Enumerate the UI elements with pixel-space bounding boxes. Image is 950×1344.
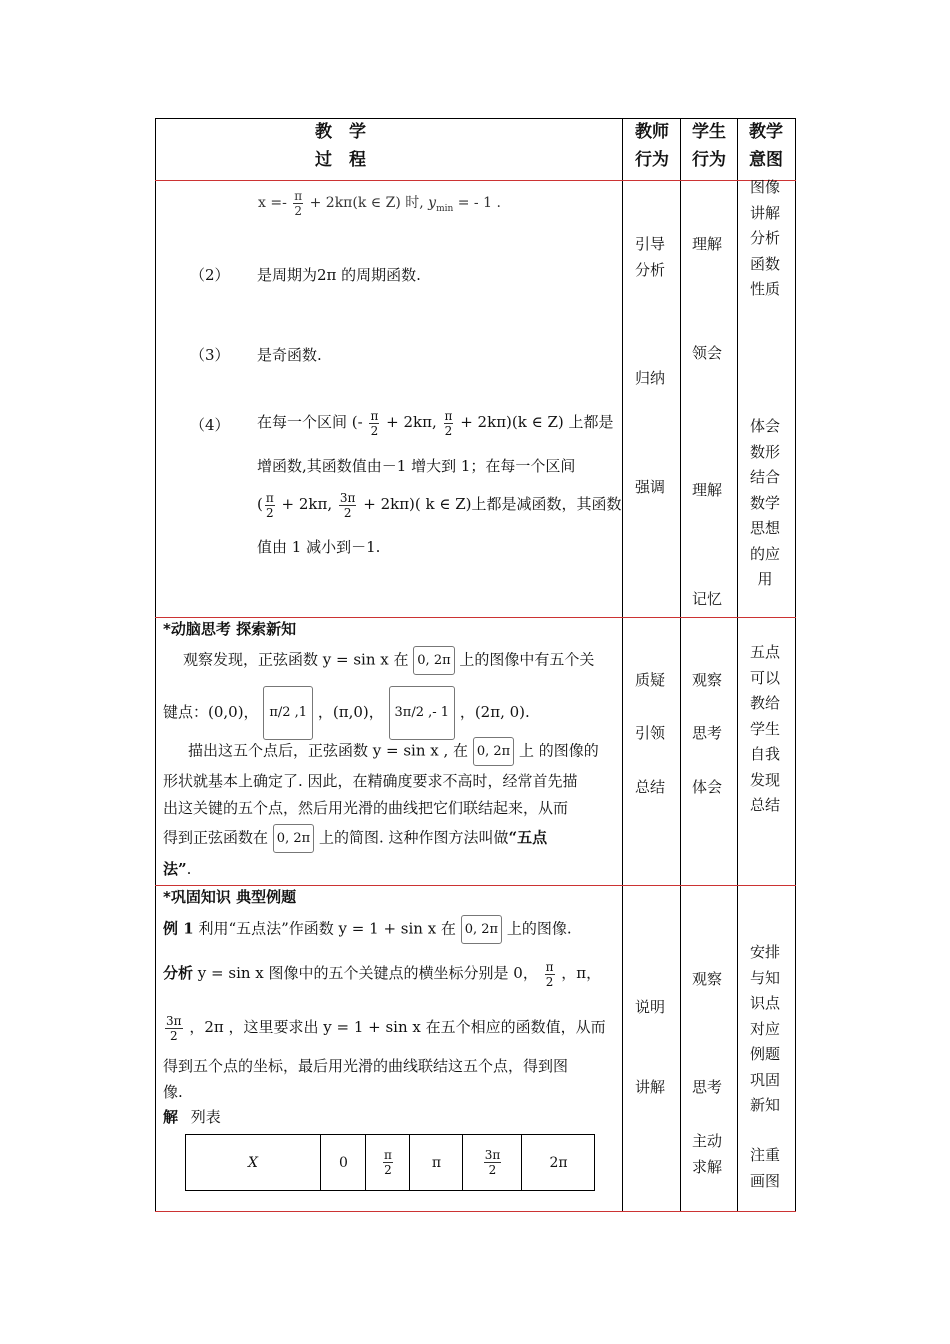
interval-0-2pi: 0, 2π — [273, 824, 314, 853]
lesson-plan-table — [155, 118, 796, 1212]
solution-label: 解 — [163, 1108, 179, 1126]
teacher-action-conclude: 总结 — [634, 778, 665, 796]
column-divider — [622, 118, 623, 1212]
student-action-understand: 理解 — [691, 481, 722, 499]
interval-0-2pi: 0, 2π — [461, 915, 502, 944]
fraction-pi-over-2: $\frac{\pi}{2}$ — [370, 408, 379, 438]
table-cell-x: X — [248, 1154, 258, 1171]
teacher-action-lecture: 讲解 — [634, 1078, 665, 1096]
point-3pi-over-2: 3π/2 ,- 1 — [389, 686, 456, 740]
example-label: 例 1 — [163, 919, 194, 938]
formula-min: min — [436, 203, 454, 214]
paragraph-key-points: 键点：(0,0)， π/2 ,1 ，(π,0)， 3π/2 ,- 1 ，(2π, 0). — [163, 686, 530, 740]
paragraph-plot: 描出这五个点后，正弦函数 y = sin x , 在 0, 2π 上 的图像的 — [188, 737, 599, 766]
item3-number: （3） — [190, 346, 230, 364]
fraction-pi-over-2: $\frac{\pi}{2}$ — [265, 490, 274, 520]
values-table — [185, 1134, 595, 1191]
solution-line: 解 列表 — [163, 1108, 221, 1126]
student-action-observe: 观察 — [691, 970, 722, 988]
fraction-3pi-over-2: $\frac{3\pi}{2}$ — [166, 1013, 182, 1043]
intent-examples: 安排与知识点对应例题巩固新知 — [749, 943, 780, 1114]
fraction-3pi-over-2: $\frac{3\pi}{2}$ — [339, 490, 356, 520]
section-title-examples: *巩固知识 典型例题 — [163, 888, 297, 906]
formula-prefix: x =- — [258, 195, 287, 211]
intent-five-point: 五点可以教给学生自我发现总结 — [749, 643, 780, 814]
student-action-solve: 主动求解 — [691, 1132, 722, 1176]
header-process-line2: 过 程 — [315, 150, 366, 170]
table-border-bottom — [155, 1211, 796, 1212]
student-action-memorize: 记忆 — [691, 590, 722, 608]
table-cell-0: 0 — [320, 1135, 366, 1190]
table-cell-3pi-over-2: $\frac{3\pi}{2}$ — [462, 1135, 522, 1190]
table-border-right — [795, 118, 796, 1212]
table-cell-2pi: 2π — [521, 1135, 595, 1190]
header-teacher-action: 教师行为 — [635, 122, 669, 170]
student-action-comprehend: 领会 — [691, 344, 722, 362]
column-divider — [680, 118, 681, 1212]
interval-0-2pi: 0, 2π — [473, 737, 514, 766]
paragraph-line: 得到正弦函数在 0, 2π 上的简图. 这种作图方法叫做“五点 — [163, 824, 547, 853]
example-1: 例 1 利用“五点法”作函数 y = 1 + sin x 在 0, 2π 上的图像. — [163, 915, 572, 944]
analysis-line3: 得到五个点的坐标，最后用光滑的曲线联结这五个点，得到图 — [163, 1057, 569, 1075]
teacher-action-question: 质疑 — [634, 671, 665, 689]
intent-graph-analysis: 图像讲解分析函数性质 — [749, 178, 780, 298]
item2-number: （2） — [190, 266, 230, 284]
formula-mid: + 2kπ(k ∈ Z) 时, — [309, 195, 424, 211]
header-process-line1: 教 学 — [315, 122, 366, 142]
student-action-observe: 观察 — [691, 671, 722, 689]
row-divider — [155, 180, 796, 181]
teacher-action-guide: 引导分析 — [634, 235, 665, 279]
fraction-pi-over-2: $\frac{\pi}{2}$ — [444, 408, 453, 438]
item4-number: （4） — [190, 416, 230, 434]
teacher-action-emphasize: 强调 — [634, 478, 665, 496]
table-cell-pi-over-2: $\frac{\pi}{2}$ — [365, 1135, 410, 1190]
student-action-understand: 理解 — [691, 235, 722, 253]
table-cell-pi: π — [409, 1135, 463, 1190]
paragraph-line: 形状就基本上确定了. 因此，在精确度要求不高时，经常首先描 — [163, 772, 578, 790]
formula-min-condition — [258, 186, 501, 226]
analysis-label: 分析 — [163, 964, 194, 982]
paragraph-line: 法”. — [163, 860, 192, 878]
formula-y: y — [428, 195, 437, 211]
item4-line2: 增函数,其函数值由－1 增大到 1；在每一个区间 — [257, 457, 576, 475]
formula-end: = - 1 . — [457, 195, 501, 211]
section-title-explore: *动脑思考 探索新知 — [163, 620, 297, 638]
column-divider — [737, 118, 738, 1212]
intent-drawing: 注重画图 — [749, 1146, 780, 1190]
teacher-action-lead: 引领 — [634, 724, 665, 742]
item2-text: 是周期为2π 的周期函数. — [257, 266, 421, 284]
student-action-think: 思考 — [691, 1078, 722, 1096]
paragraph-observe: 观察发现，正弦函数 y = sin x 在 0, 2π 上的图像中有五个关 — [183, 646, 594, 675]
student-action-experience: 体会 — [691, 778, 722, 796]
item3-text: 是奇函数. — [257, 346, 322, 364]
fraction-pi-over-2: $\frac{\pi}{2}$ — [294, 188, 303, 218]
analysis-line1: 分析 y = sin x 图像中的五个关键点的横坐标分别是 0， $\frac{\pi}{2}$ ，π， — [163, 959, 602, 989]
teacher-action-summarize: 归纳 — [634, 369, 665, 387]
interval-0-2pi: 0, 2π — [413, 646, 454, 675]
fraction-pi-over-2: $\frac{\pi}{2}$ — [545, 959, 554, 989]
header-student-action: 学生行为 — [692, 122, 726, 170]
item4-line1: 在每一个区间 (- $\frac{\pi}{2}$ + 2kπ, $\frac{\pi}{2}$ + 2kπ)(k ∈ Z) 上都是 — [257, 408, 614, 438]
student-action-think: 思考 — [691, 724, 722, 742]
analysis-line2: $\frac{3\pi}{2}$ ，2π ，这里要求出 y = 1 + sin x 在五个相应的函数值，从而 — [166, 1013, 606, 1043]
analysis-line4: 像. — [163, 1083, 183, 1101]
paragraph-line: 出这关键的五个点，然后用光滑的曲线把它们联结起来，从而 — [163, 799, 569, 817]
intent-number-shape: 体会数形结合数学思想的应用 — [749, 417, 780, 588]
point-pi-over-2: π/2 ,1 — [263, 686, 313, 740]
item4-line4: 值由 1 减小到－1. — [257, 538, 381, 556]
item4-line3: ( $\frac{\pi}{2}$ + 2kπ, $\frac{3\pi}{2}$ + 2kπ)( k ∈ Z)上都是减函数，其函数 — [257, 490, 622, 520]
table-border-left — [155, 118, 156, 1212]
teacher-action-explain: 说明 — [634, 998, 665, 1016]
header-intent: 教学意图 — [749, 122, 783, 170]
